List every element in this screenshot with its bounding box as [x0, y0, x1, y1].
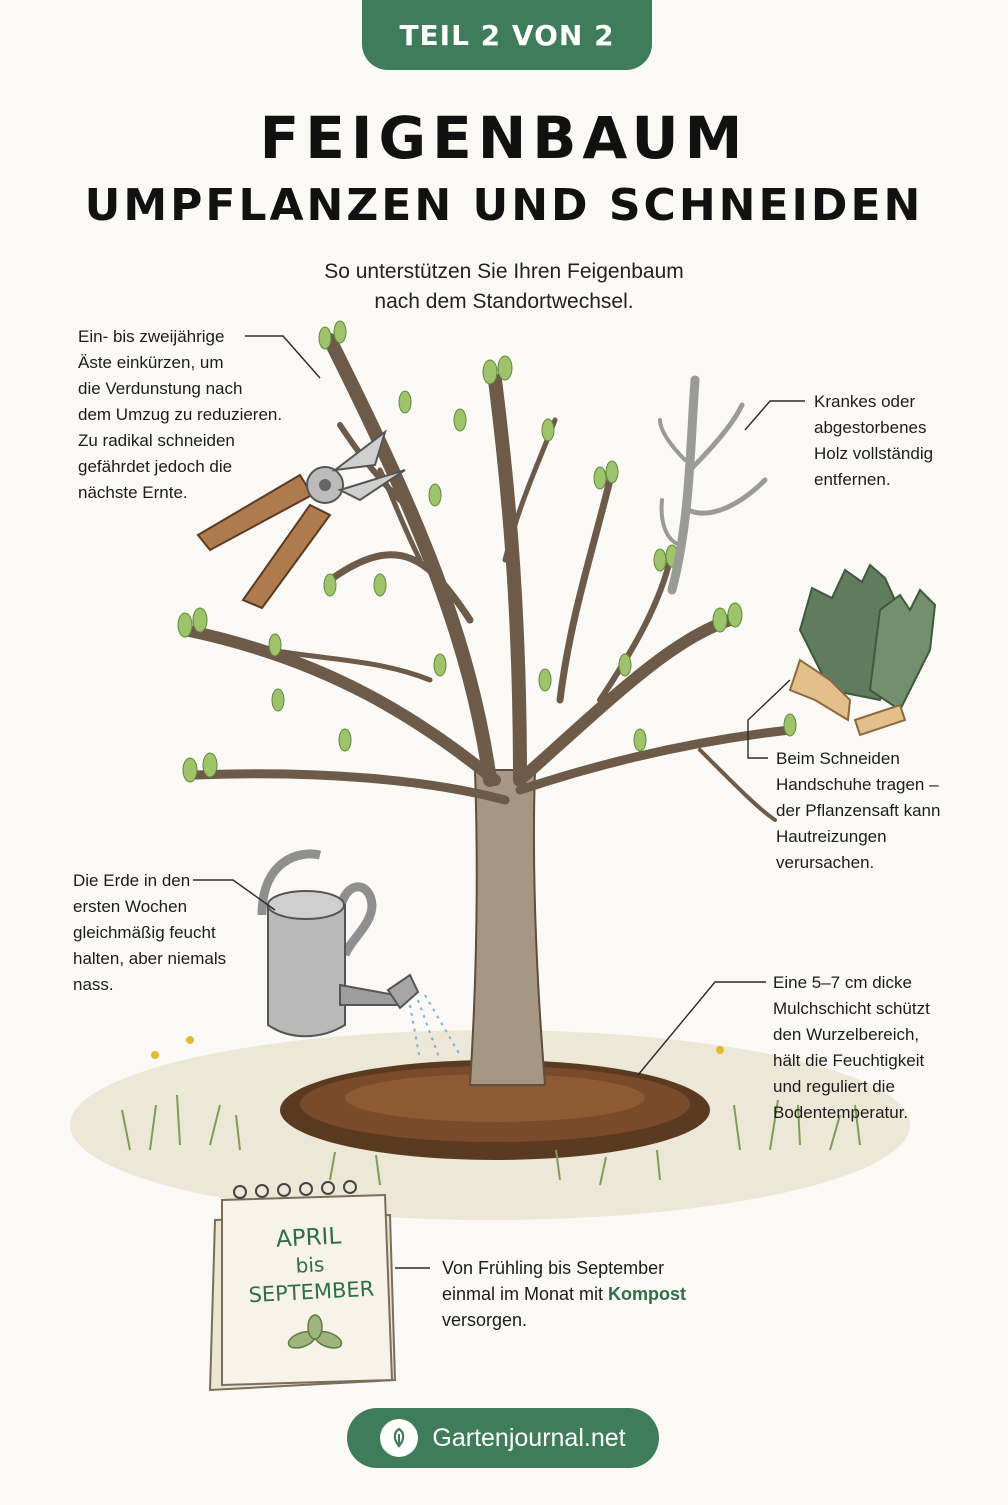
note-text: einmal im Monat mit: [442, 1284, 609, 1304]
note-line: Äste einkürzen, um: [78, 353, 224, 372]
note-line: verursachen.: [776, 853, 875, 872]
note-line: Zu radikal schneiden: [78, 431, 235, 450]
note-line: Ein- bis zweijährige: [78, 327, 225, 346]
note-line: [442, 1281, 686, 1307]
note-water: [73, 868, 226, 998]
note-prune: [78, 324, 282, 506]
note-line: gefährdet jedoch die: [78, 457, 233, 476]
note-line: ersten Wochen: [73, 897, 188, 916]
note-line: die Verdunstung nach: [78, 379, 243, 398]
note-line: entfernen.: [814, 470, 891, 489]
note-line: Mulchschicht schützt: [773, 999, 930, 1018]
note-line: hält die Feuchtigkeit: [773, 1051, 925, 1070]
leaf-logo-icon: [380, 1419, 418, 1457]
note-gloves: [776, 746, 940, 876]
calendar-label: [238, 1220, 382, 1309]
compost-highlight: Kompost: [608, 1284, 687, 1304]
dead-branch-icon: [660, 380, 765, 590]
intro-line-1: So unterstützen Sie Ihren Feigenbaum: [324, 260, 684, 283]
intro-line-2: nach dem Standortwechsel.: [374, 290, 634, 313]
note-line: der Pflanzensaft kann: [776, 801, 941, 820]
note-line: und reguliert die: [773, 1077, 895, 1096]
note-line: halten, aber niemals: [73, 949, 227, 968]
note-line: versorgen.: [442, 1310, 528, 1330]
note-line: Handschuhe tragen –: [776, 775, 939, 794]
page-title: FEIGENBAUM: [259, 104, 749, 172]
note-line: dem Umzug zu reduzieren.: [78, 405, 283, 424]
calendar-bis: bis: [295, 1252, 325, 1278]
footer-site-name: Gartenjournal.net: [432, 1423, 626, 1452]
garden-gloves-icon: [790, 565, 935, 735]
footer-badge[interactable]: [347, 1408, 659, 1468]
note-line: Krankes oder: [814, 392, 916, 411]
note-line: den Wurzelbereich,: [773, 1025, 920, 1044]
calendar-month-end: SEPTEMBER: [247, 1276, 375, 1308]
note-line: Eine 5–7 cm dicke: [773, 973, 912, 992]
note-compost: [442, 1255, 686, 1333]
page-subtitle-heading: UMPFLANZEN UND SCHNEIDEN: [84, 180, 924, 231]
note-line: Holz vollständig: [814, 444, 934, 463]
note-line: nächste Ernte.: [78, 483, 188, 502]
watering-can-icon: [262, 854, 460, 1060]
note-line: nass.: [73, 975, 114, 994]
note-line: Bodentemperatur.: [773, 1103, 909, 1122]
note-mulch: [773, 970, 930, 1126]
note-deadwood: [814, 389, 933, 493]
part-badge: TEIL 2 VON 2: [362, 0, 652, 70]
note-line: gleichmäßig feucht: [73, 923, 216, 942]
note-line: Die Erde in den: [73, 871, 191, 890]
note-line: Von Frühling bis September: [442, 1258, 665, 1278]
calendar-month-start: APRIL: [275, 1223, 342, 1253]
note-line: abgestorbenes: [814, 418, 927, 437]
note-line: Beim Schneiden: [776, 749, 900, 768]
note-line: Hautreizungen: [776, 827, 887, 846]
